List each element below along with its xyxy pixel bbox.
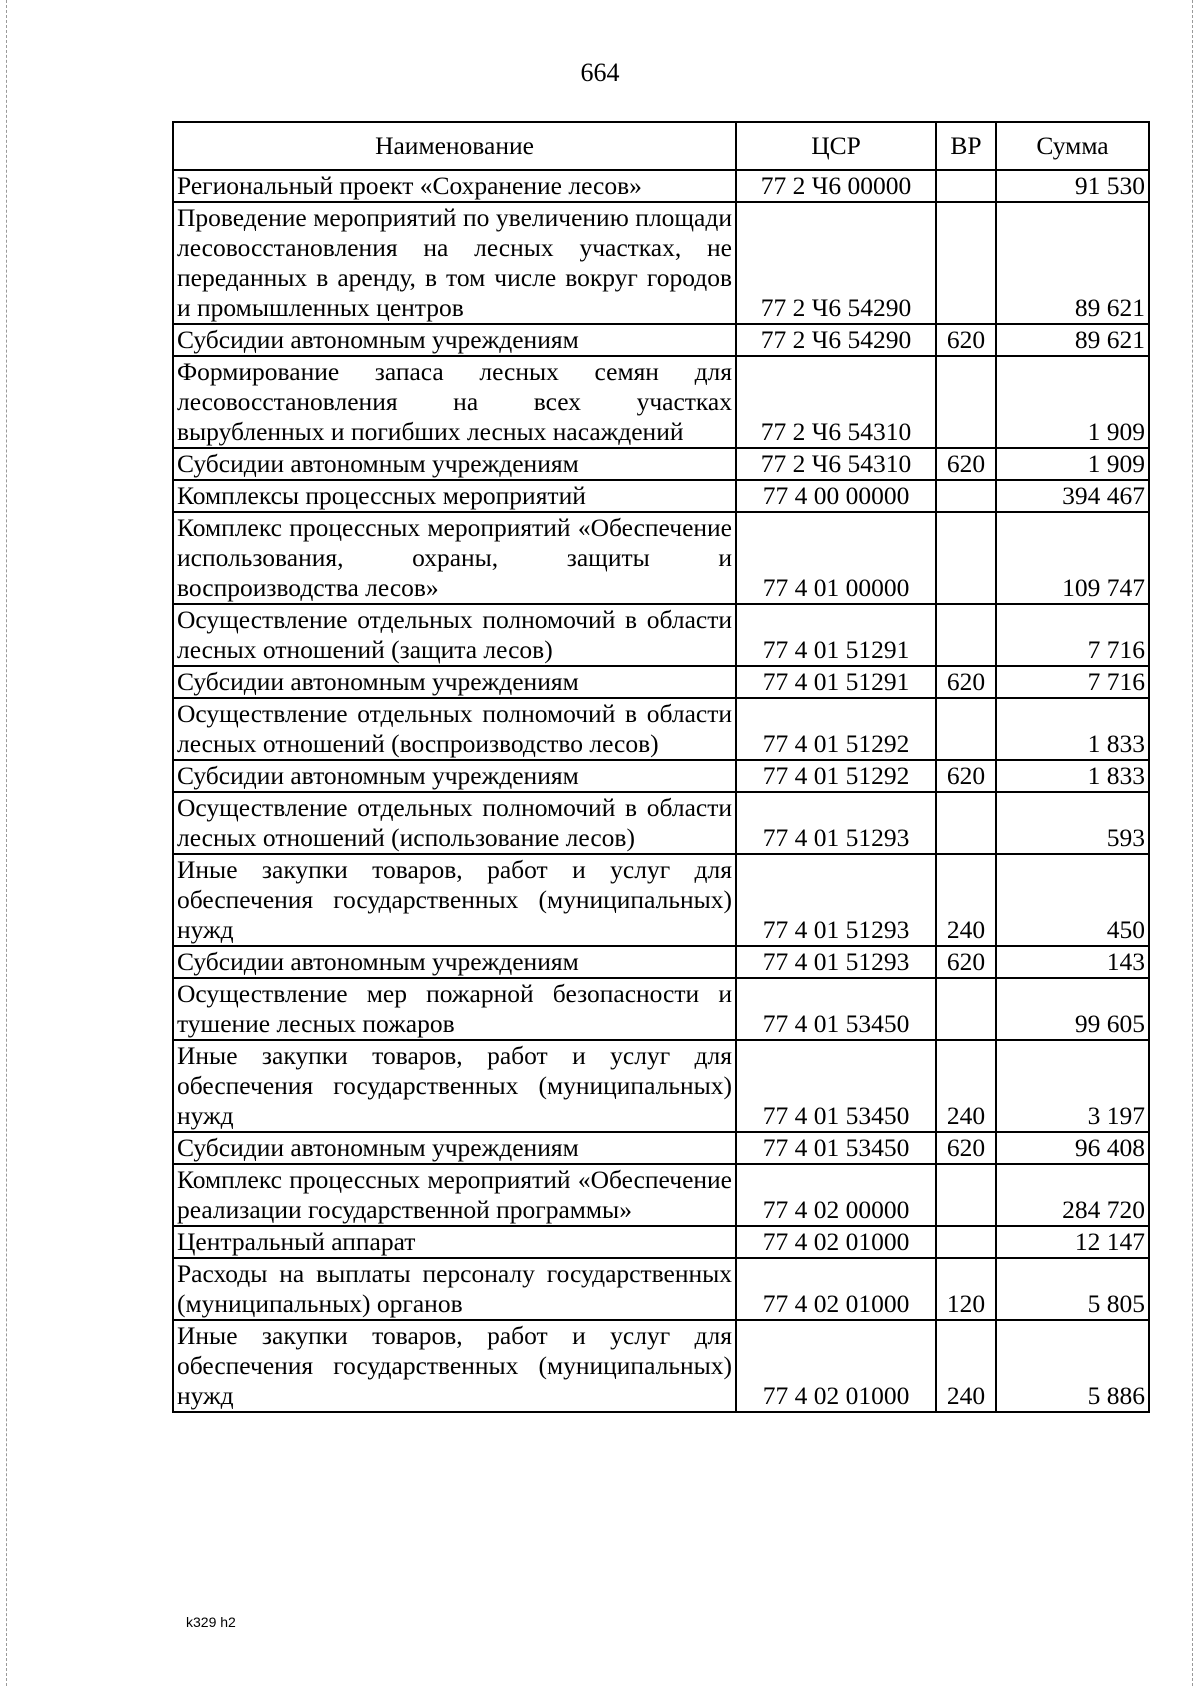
csr-cell: 77 4 01 51293 [736,946,936,978]
name-cell: Комплекс процессных мероприятий «Обеспечение реализации государственной программы» [173,1164,736,1226]
csr-cell: 77 4 02 00000 [736,1164,936,1226]
table-row [173,480,1149,512]
name-cell: Комплексы процессных мероприятий [173,480,736,512]
name-cell: Центральный аппарат [173,1226,736,1258]
sum-cell: 394 467 [996,480,1149,512]
csr-cell: 77 4 02 01000 [736,1258,936,1320]
csr-cell: 77 4 01 51291 [736,666,936,698]
sum-cell: 1 833 [996,698,1149,760]
table-row [173,1164,1149,1226]
sum-cell: 1 909 [996,448,1149,480]
sum-cell: 89 621 [996,202,1149,324]
table-row [173,170,1149,202]
vr-cell: 240 [936,854,996,946]
sum-cell: 1 833 [996,760,1149,792]
table-row [173,698,1149,760]
name-cell: Осуществление мер пожарной безопасности и тушение лесных пожаров [173,978,736,1040]
name-cell: Иные закупки товаров, работ и услуг для обеспечения государственных (муниципальных) нужд [173,854,736,946]
sum-cell: 1 909 [996,356,1149,448]
sum-cell: 96 408 [996,1132,1149,1164]
name-cell: Иные закупки товаров, работ и услуг для обеспечения государственных (муниципальных) нужд [173,1320,736,1412]
csr-cell: 77 4 01 00000 [736,512,936,604]
name-cell: Иные закупки товаров, работ и услуг для обеспечения государственных (муниципальных) нужд [173,1040,736,1132]
page-number: 664 [580,58,620,87]
sum-cell: 5 805 [996,1258,1149,1320]
name-cell: Проведение мероприятий по увеличению площади лесовосстановления на лесных участках, не переданных в аренду, в том числе вокруг городов и промышленных центров [173,202,736,324]
table-row [173,448,1149,480]
vr-cell: 620 [936,324,996,356]
sum-cell: 593 [996,792,1149,854]
header-name: Наименование [173,122,736,170]
scan-left-edge [6,0,7,1686]
footer-code: k329 h2 [186,1614,236,1630]
csr-cell: 77 4 01 53450 [736,1132,936,1164]
csr-cell: 77 4 01 51292 [736,760,936,792]
header-row [173,122,1149,170]
csr-cell: 77 2 Ч6 54290 [736,202,936,324]
table-row [173,324,1149,356]
name-cell: Региональный проект «Сохранение лесов» [173,170,736,202]
name-cell: Субсидии автономным учреждениям [173,448,736,480]
table-row [173,512,1149,604]
vr-cell: 620 [936,946,996,978]
table-row [173,202,1149,324]
vr-cell [936,792,996,854]
csr-cell: 77 2 Ч6 00000 [736,170,936,202]
sum-cell: 89 621 [996,324,1149,356]
csr-cell: 77 2 Ч6 54290 [736,324,936,356]
name-cell: Комплекс процессных мероприятий «Обеспечение использования, охраны, защиты и воспроизводства лесов» [173,512,736,604]
vr-cell [936,512,996,604]
csr-cell: 77 2 Ч6 54310 [736,448,936,480]
vr-cell: 240 [936,1320,996,1412]
vr-cell [936,170,996,202]
vr-cell: 620 [936,448,996,480]
sum-cell: 109 747 [996,512,1149,604]
table-row [173,604,1149,666]
table-row [173,356,1149,448]
header-vr: ВР [936,122,996,170]
vr-cell [936,1164,996,1226]
sum-cell: 91 530 [996,170,1149,202]
vr-cell: 620 [936,760,996,792]
sum-cell: 143 [996,946,1149,978]
table-row [173,1320,1149,1412]
table-row [173,854,1149,946]
vr-cell: 240 [936,1040,996,1132]
name-cell: Расходы на выплаты персоналу государственных (муниципальных) органов [173,1258,736,1320]
csr-cell: 77 4 00 00000 [736,480,936,512]
table-row [173,1040,1149,1132]
name-cell: Субсидии автономным учреждениям [173,666,736,698]
csr-cell: 77 4 01 51291 [736,604,936,666]
table-body [173,170,1149,1412]
vr-cell [936,698,996,760]
table-row [173,946,1149,978]
csr-cell: 77 4 01 51293 [736,854,936,946]
sum-cell: 284 720 [996,1164,1149,1226]
name-cell: Субсидии автономным учреждениям [173,324,736,356]
csr-cell: 77 4 02 01000 [736,1320,936,1412]
sum-cell: 5 886 [996,1320,1149,1412]
sum-cell: 7 716 [996,604,1149,666]
sum-cell: 99 605 [996,978,1149,1040]
table-row [173,1132,1149,1164]
csr-cell: 77 4 01 53450 [736,1040,936,1132]
vr-cell [936,1226,996,1258]
sum-cell: 3 197 [996,1040,1149,1132]
csr-cell: 77 4 01 51293 [736,792,936,854]
name-cell: Субсидии автономным учреждениям [173,1132,736,1164]
csr-cell: 77 4 01 51292 [736,698,936,760]
name-cell: Осуществление отдельных полномочий в области лесных отношений (использование лесов) [173,792,736,854]
name-cell: Субсидии автономным учреждениям [173,760,736,792]
table-row [173,792,1149,854]
vr-cell [936,202,996,324]
header-sum: Сумма [996,122,1149,170]
sum-cell: 7 716 [996,666,1149,698]
table-row [173,760,1149,792]
table-row [173,1258,1149,1320]
table-header [173,122,1149,170]
vr-cell: 620 [936,1132,996,1164]
sum-cell: 12 147 [996,1226,1149,1258]
name-cell: Осуществление отдельных полномочий в области лесных отношений (воспроизводство лесов) [173,698,736,760]
vr-cell: 120 [936,1258,996,1320]
vr-cell [936,978,996,1040]
vr-cell [936,480,996,512]
csr-cell: 77 4 01 53450 [736,978,936,1040]
table-row [173,1226,1149,1258]
budget-table [172,121,1150,1413]
header-csr: ЦСР [736,122,936,170]
scan-right-edge [1192,0,1193,1686]
name-cell: Формирование запаса лесных семян для лесовосстановления на всех участках вырубленных и погибших лесных насаждений [173,356,736,448]
vr-cell [936,356,996,448]
name-cell: Субсидии автономным учреждениям [173,946,736,978]
sum-cell: 450 [996,854,1149,946]
table-row [173,666,1149,698]
vr-cell [936,604,996,666]
csr-cell: 77 2 Ч6 54310 [736,356,936,448]
vr-cell: 620 [936,666,996,698]
table-row [173,978,1149,1040]
name-cell: Осуществление отдельных полномочий в области лесных отношений (защита лесов) [173,604,736,666]
csr-cell: 77 4 02 01000 [736,1226,936,1258]
